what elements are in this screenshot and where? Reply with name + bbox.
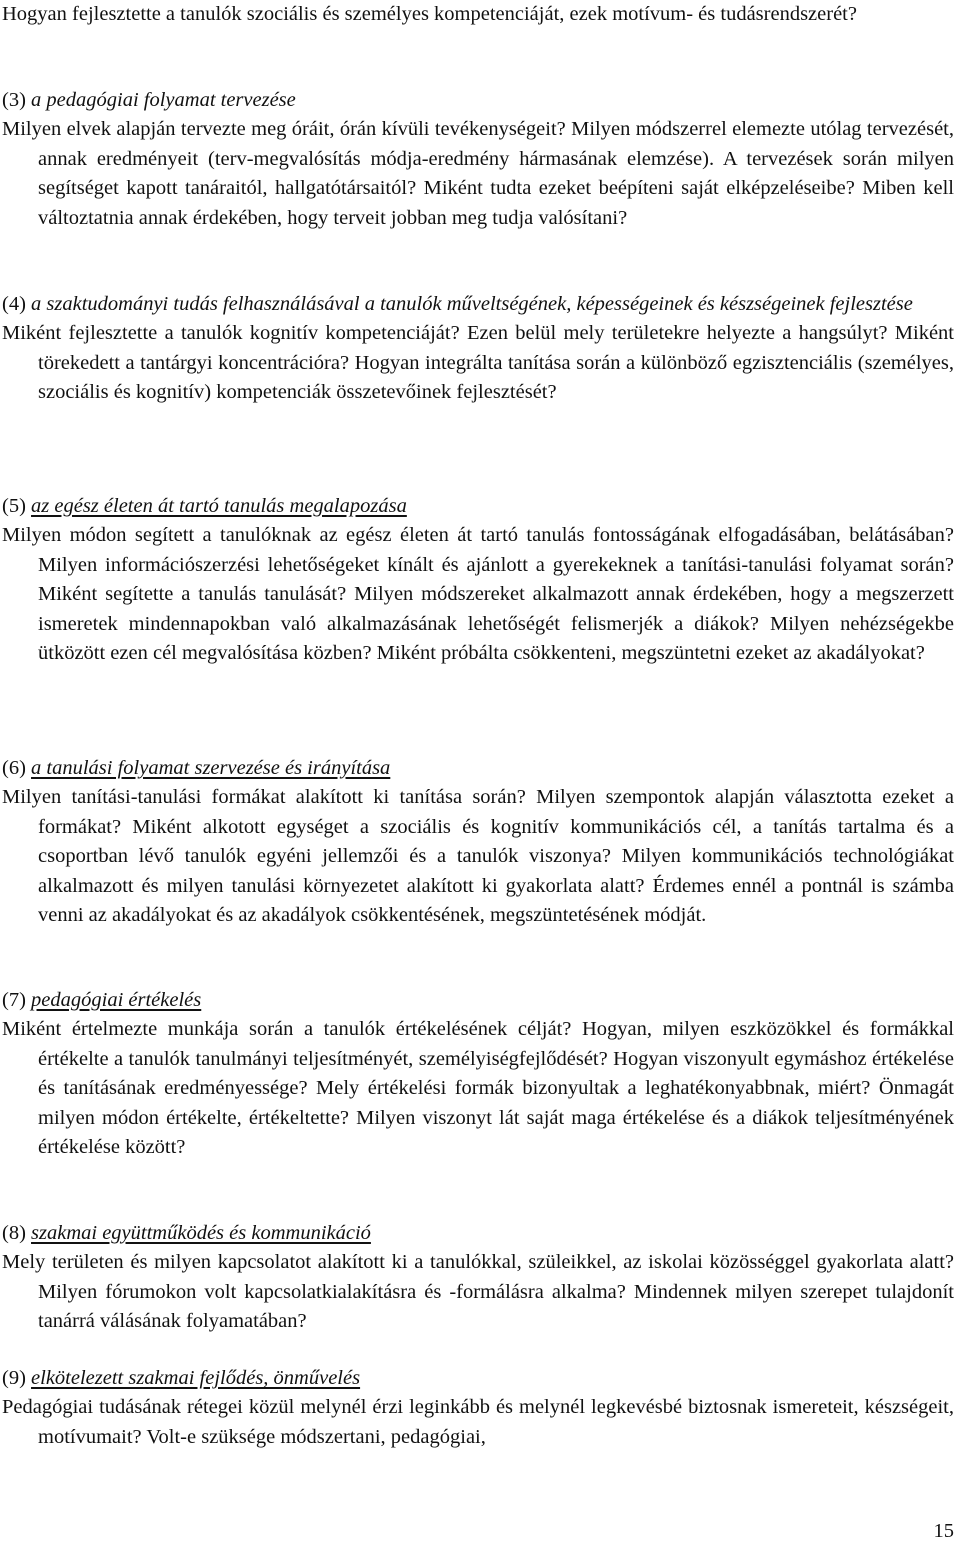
section-title: elkötelezett szakmai fejlődés, önművelés: [31, 1367, 361, 1389]
section-body: Milyen tanítási-tanulási formákat alakított ki tanítása során? Milyen szempontok alapján választotta ezeket a formákat? Miként alkotott egységet a szociális és kognitív kommunikációs cél, a tanítás tartalma és a csoportban lévő tanulók egyéni jellemzői és a tanulók viszonya? Milyen kommunikációs technológiákat alkalmazott és milyen tanulási környezetet alakított ki gyakorlata alatt? Érdemes ennél a pontnál is számba venni az akadályokat és az akadályok csökkentésének, megszüntetésének módját.: [2, 786, 954, 927]
section-title: a pedagógiai folyamat tervezése: [31, 89, 296, 111]
section-7: [2, 986, 954, 1162]
section-8: [2, 1219, 954, 1337]
section-number: (9): [2, 1367, 26, 1389]
section-number: (6): [2, 757, 26, 779]
section-heading: [2, 492, 954, 521]
section-number: (7): [2, 989, 26, 1011]
section-body: Milyen módon segített a tanulóknak az egész életen át tartó tanulás fontosságának elfogadásában, belátásában? Milyen információszerzési lehetőségeket kínált és ajánlott a gyerekeknek a tanítási-tanulási folyamat során? Miként segítette a tanulás tanulását? Milyen módszereket alkalmazott annak érdekében, hogy a megszerzett ismeretek mindennapokban való alkalmazásának lehetőségét felismerjék a diákok? Milyen nehézségekbe ütközött ezen cél megvalósítása közben? Miként próbálta csökkenteni, megszüntetni ezeket az akadályokat?: [2, 524, 954, 665]
section-heading: [2, 290, 954, 319]
section-4: [2, 290, 954, 408]
section-number: (3): [2, 89, 26, 111]
section-5: [2, 492, 954, 668]
section-body: Miként értelmezte munkája során a tanulók értékelésének célját? Hogyan, milyen eszközökkel és formákkal értékelte a tanulók tanulmányi teljesítményét, személyiségfejlődését? Hogyan viszonyult egymáshoz értékelése és tanításának eredményessége? Mely értékelési formák bizonyultak a leghatékonyabbnak, miért? Önmagát milyen módon értékelte, értékeltette? Milyen viszonyt lát saját maga értékelése és a diákok teljesítményének értékelése között?: [2, 1018, 954, 1159]
section-number: (4): [2, 293, 26, 315]
section-title: az egész életen át tartó tanulás megalapozása: [31, 495, 407, 517]
section-6: [2, 754, 954, 930]
section-body: Pedagógiai tudásának rétegei közül melynél érzi leginkább és melynél legkevésbé biztosnak ismereteit, készségeit, motívumait? Volt-e szüksége módszertani, pedagógiai,: [2, 1396, 954, 1448]
section-3: [2, 86, 954, 233]
section-body: Miként fejlesztette a tanulók kognitív kompetenciáját? Ezen belül mely területekre helyezte a hangsúlyt? Miként törekedett a tantárgyi koncentrációra? Hogyan integrálta tanítása során a különböző egzisztenciális (személyes, szociális és kognitív) kompetenciák összetevőinek fejlesztését?: [2, 322, 954, 404]
section-9: [2, 1364, 954, 1452]
section-heading: [2, 986, 954, 1015]
section-heading: [2, 1364, 954, 1393]
section-title: pedagógiai értékelés: [31, 989, 202, 1011]
section-number: (8): [2, 1222, 26, 1244]
section-heading: [2, 86, 954, 115]
section-body: Milyen elvek alapján tervezte meg óráit, órán kívüli tevékenységeit? Milyen módszerrel elemezte utólag tervezését, annak eredményeit (terv-megvalósítás módja-eredmény hármasának elemzése). A tervezések során milyen segítséget kapott tanáraitól, hallgatótársaitól? Miként tudta ezeket beépíteni saját elképzeléseibe? Miben kell változtatnia annak érdekében, hogy terveit jobban meg tudja valósítani?: [2, 118, 954, 229]
section-body: Mely területen és milyen kapcsolatot alakított ki a tanulókkal, szüleikkel, az iskolai közösséggel gyakorlata alatt? Milyen fórumokon volt kapcsolatkialakításra és -formálásra alkalma? Mindennek milyen szerepet tulajdonít tanárrá válásának folyamatában?: [2, 1251, 954, 1333]
intro-text: Hogyan fejlesztette a tanulók szociális és személyes kompetenciáját, ezek motívum- és tudásrendszerét?: [2, 3, 857, 25]
section-heading: [2, 754, 954, 783]
section-number: (5): [2, 495, 26, 517]
section-title: szakmai együttműködés és kommunikáció: [31, 1222, 371, 1244]
intro-paragraph: [2, 0, 954, 29]
section-heading: [2, 1219, 954, 1248]
section-title: a tanulási folyamat szervezése és irányítása: [31, 757, 391, 779]
page-number: 15: [933, 1520, 954, 1542]
section-title: a szaktudományi tudás felhasználásával a tanulók műveltségének, képességeinek és készségeinek fejlesztése: [31, 293, 913, 315]
